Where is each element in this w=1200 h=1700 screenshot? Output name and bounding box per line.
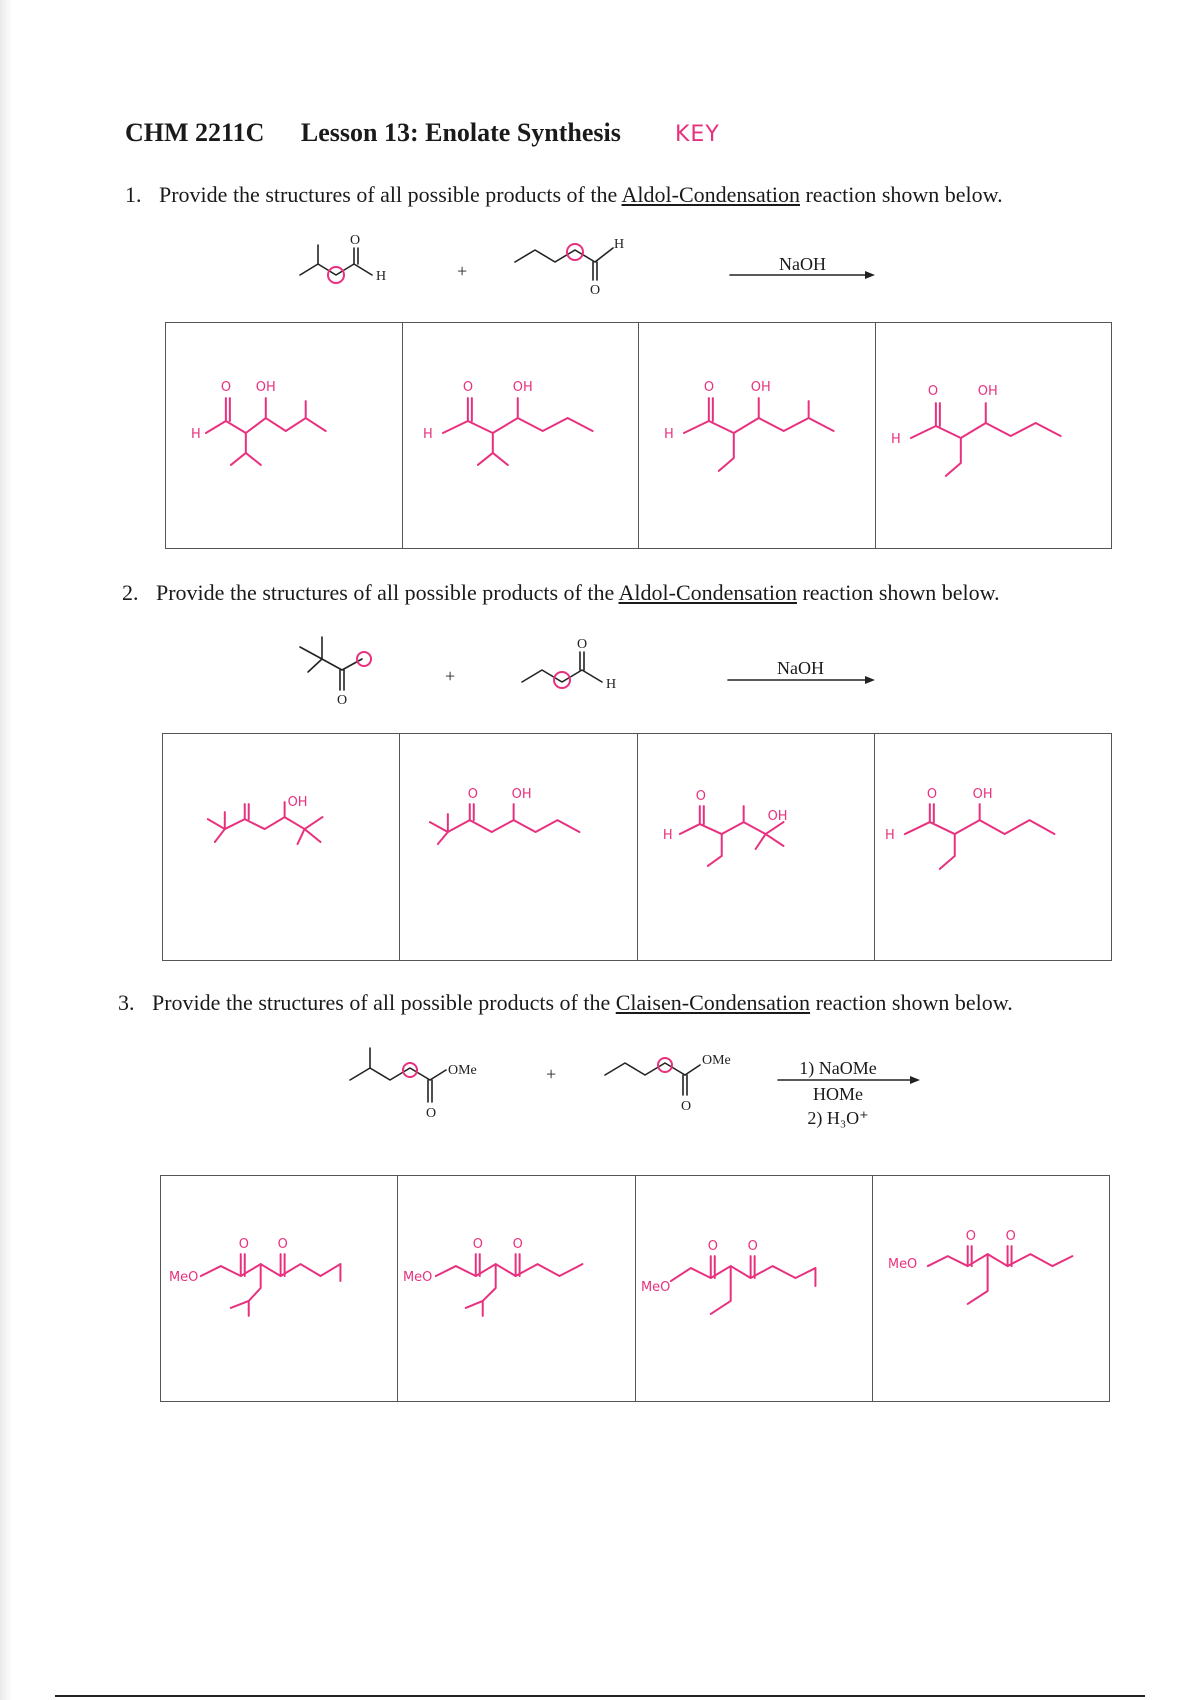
svg-text:O: O [927, 384, 938, 400]
svg-text:O: O [277, 1237, 288, 1253]
reactant-2-oxygen: O [681, 1099, 692, 1114]
question-2-reaction-name: Aldol-Condensation [618, 580, 797, 605]
reactant-1-oxygen: O [337, 693, 348, 708]
svg-text:O: O [707, 1239, 718, 1255]
svg-text:OH: OH [255, 380, 276, 396]
svg-text:O: O [747, 1239, 758, 1255]
product-structure [638, 734, 874, 960]
reactant-2-hydrogen: H [614, 237, 625, 252]
product-structure [875, 734, 1111, 960]
question-2-number: 2. [122, 580, 139, 605]
question-2 [122, 580, 1000, 606]
svg-text:OH: OH [972, 787, 993, 803]
question-2-text-before: Provide the structures of all possible products of the [156, 580, 619, 605]
page-title [125, 118, 621, 148]
svg-text:H: H [190, 426, 201, 442]
bottom-rule [55, 1695, 1145, 1697]
reactant-2-hydrogen: H [606, 677, 617, 692]
reaction-1-reagent: NaOH [779, 254, 826, 274]
svg-text:MeO: MeO [168, 1270, 199, 1286]
answer-grid-1 [165, 322, 1112, 549]
svg-text:O: O [462, 380, 473, 396]
svg-text:O: O [238, 1237, 249, 1253]
svg-text:H: H [890, 431, 901, 447]
svg-text:H: H [422, 426, 433, 442]
svg-text:H: H [884, 828, 895, 844]
answer-key-label: KEY [675, 122, 720, 147]
question-3-text-after: reaction shown below. [810, 990, 1013, 1015]
svg-text:+: + [546, 1064, 557, 1084]
product-structure [163, 734, 399, 960]
answer-box-2-2 [400, 734, 637, 960]
reaction-scheme-1 [300, 230, 900, 300]
svg-text:+: + [445, 666, 456, 686]
svg-text:O: O [926, 787, 937, 803]
svg-text:OH: OH [512, 380, 533, 396]
answer-box-1-3 [639, 323, 876, 548]
answer-box-1-2 [403, 323, 640, 548]
product-structure [403, 323, 639, 548]
reactant-2-ome: OMe [702, 1053, 731, 1068]
answer-box-2-3 [638, 734, 875, 960]
svg-text:O: O [512, 1237, 524, 1253]
product-structure [636, 1176, 872, 1401]
answer-box-1-4 [876, 323, 1112, 548]
answer-box-3-1 [161, 1176, 398, 1401]
answer-box-2-4 [875, 734, 1111, 960]
reactant-1-oxygen: O [350, 233, 361, 248]
reactant-1-oxygen: O [426, 1106, 437, 1121]
reaction-3-reagent-3: 2) H₃O⁺ [807, 1108, 869, 1128]
svg-text:MeO: MeO [887, 1257, 918, 1273]
product-structure [400, 734, 636, 960]
svg-text:H: H [663, 426, 674, 442]
answer-grid-3 [160, 1175, 1110, 1402]
reactant-1-ome: OMe [448, 1063, 477, 1078]
product-structure [166, 323, 402, 548]
product-structure [876, 323, 1112, 548]
product-structure [639, 323, 875, 548]
svg-text:OH: OH [287, 795, 308, 811]
answer-grid-2 [162, 733, 1112, 961]
question-1-number: 1. [125, 182, 142, 207]
answer-box-3-2 [398, 1176, 635, 1401]
reaction-3-reagent-1: 1) NaOMe [799, 1058, 877, 1078]
svg-text:OH: OH [750, 380, 771, 396]
question-1-text-after: reaction shown below. [799, 182, 1003, 207]
svg-text:O: O [703, 380, 715, 396]
svg-text:H: H [662, 828, 673, 844]
product-structure [398, 1176, 634, 1401]
question-1-text-before: Provide the structures of all possible products of the [159, 182, 622, 207]
course-code: CHM 2211C [125, 118, 265, 147]
svg-text:O: O [695, 789, 706, 805]
svg-text:MeO: MeO [640, 1279, 670, 1295]
reaction-scheme-2 [300, 632, 900, 712]
svg-text:+: + [457, 261, 468, 281]
answer-box-1-1 [166, 323, 403, 548]
answer-box-3-3 [636, 1176, 873, 1401]
reactant-2-oxygen: O [590, 283, 601, 298]
question-1 [125, 182, 1003, 208]
question-3 [118, 990, 1013, 1016]
svg-text:O: O [473, 1237, 484, 1253]
lesson-title: Lesson 13: Enolate Synthesis [300, 118, 621, 147]
answer-box-2-1 [163, 734, 400, 960]
reactant-2-oxygen: O [577, 637, 588, 652]
question-3-reaction-name: Claisen-Condensation [615, 990, 811, 1015]
svg-text:OH: OH [511, 787, 532, 803]
reaction-scheme-3 [350, 1040, 950, 1140]
reactant-1-hydrogen: H [376, 269, 387, 284]
product-structure [873, 1176, 1109, 1401]
answer-box-3-4 [873, 1176, 1109, 1401]
question-3-number: 3. [118, 990, 135, 1015]
page-edge-shadow [0, 0, 12, 1700]
question-2-text-after: reaction shown below. [796, 580, 1000, 605]
question-3-text-before: Provide the structures of all possible products of the [152, 990, 616, 1015]
reaction-3-reagent-2: HOMe [813, 1084, 863, 1104]
svg-text:MeO: MeO [403, 1270, 433, 1286]
svg-text:OH: OH [767, 809, 788, 825]
svg-text:OH: OH [977, 384, 998, 400]
question-1-reaction-name: Aldol-Condensation [621, 182, 800, 207]
product-structure [161, 1176, 397, 1401]
svg-text:O: O [965, 1229, 976, 1245]
svg-text:O: O [1005, 1229, 1016, 1245]
svg-text:O: O [220, 380, 232, 396]
reaction-2-reagent: NaOH [777, 658, 824, 678]
svg-text:O: O [468, 787, 479, 803]
